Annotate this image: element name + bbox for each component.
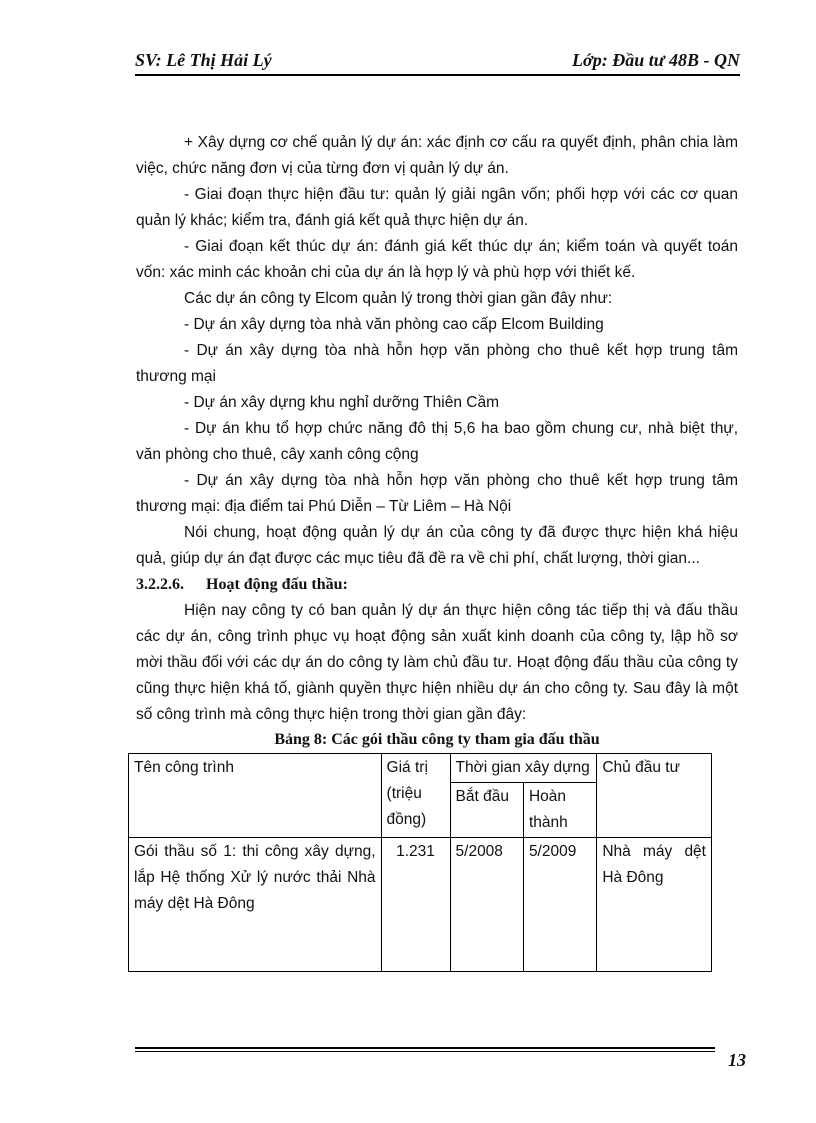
document-body — [136, 130, 738, 728]
bids-table — [128, 753, 712, 972]
cell-name: Gói thầu số 1: thi công xây dựng, lắp Hệ thống Xử lý nước thải Nhà máy dệt Hà Đông — [129, 838, 382, 972]
section-number: 3.2.2.6. — [136, 576, 184, 593]
table-row — [129, 838, 712, 972]
list-item: - Dự án xây dựng tòa nhà hỗn hợp văn phòng cho thuê kết hợp trung tâm thương mại: địa điểm tai Phú Diễn – Từ Liêm – Hà Nội — [136, 472, 738, 515]
student-name: SV: Lê Thị Hải Lý — [135, 50, 272, 70]
footer-rule — [135, 1047, 715, 1049]
class-name: Lớp: Đầu tư 48B - QN — [572, 50, 740, 70]
list-item: - Dự án xây dựng tòa nhà hỗn hợp văn phòng cho thuê kết hợp trung tâm thương mại — [136, 342, 738, 385]
cell-end: 5/2009 — [523, 838, 596, 972]
header-value: Giá trị (triệu đồng) — [381, 754, 450, 838]
cell-start: 5/2008 — [450, 838, 523, 972]
footer-rule-thin — [135, 1051, 715, 1052]
page-header — [135, 48, 740, 76]
section-heading — [136, 572, 738, 598]
paragraph: Nói chung, hoạt động quản lý dự án của công ty đã được thực hiện khá hiệu quả, giúp dự án đạt được các mục tiêu đã đề ra về chi phí, chất lượng, thời gian... — [136, 524, 738, 567]
paragraph: - Giai đoạn thực hiện đầu tư: quản lý giải ngân vốn; phối hợp với các cơ quan quản lý khác; kiểm tra, đánh giá kết quả thực hiện dự án. — [136, 186, 738, 229]
list-item: - Dự án khu tổ hợp chức năng đô thị 5,6 ha bao gồm chung cư, nhà biệt thự, văn phòng cho thuê, cây xanh công cộng — [136, 420, 738, 463]
header-name: Tên công trình — [129, 754, 382, 838]
header-owner: Chủ đầu tư — [597, 754, 712, 838]
table-header-row — [129, 754, 712, 783]
paragraph: + Xây dựng cơ chế quản lý dự án: xác định cơ cấu ra quyết định, phân chia làm việc, chức năng đơn vị của từng đơn vị quản lý dự án. — [136, 134, 738, 177]
section-title: Hoạt động đấu thầu: — [206, 576, 348, 593]
paragraph: Hiện nay công ty có ban quản lý dự án thực hiện công tác tiếp thị và đấu thầu các dự án, công trình phục vụ hoạt động sản xuất kinh doanh của công ty, lập hồ sơ mời thầu đối với các dự án do công ty làm chủ đầu tư. Hoạt động đấu thầu của công ty cũng thực hiện khá tố, giành quyền thực hiện nhiều dự án cho công ty. Sau đây là một số công trình mà công thực hiện trong thời gian gần đây: — [136, 602, 738, 723]
list-item: - Dự án xây dựng khu nghỉ dưỡng Thiên Cầm — [184, 394, 500, 411]
cell-value: 1.231 — [381, 838, 450, 972]
header-duration: Thời gian xây dựng — [450, 754, 597, 783]
page-number: 13 — [728, 1050, 746, 1070]
paragraph: Các dự án công ty Elcom quản lý trong thời gian gần đây như: — [184, 290, 613, 307]
header-end: Hoàn thành — [523, 783, 596, 838]
table-caption: Bảng 8: Các gói thầu công ty tham gia đấu thầu — [274, 731, 600, 748]
cell-owner: Nhà máy dệt Hà Đông — [597, 838, 712, 972]
header-start: Bắt đầu — [450, 783, 523, 838]
list-item: - Dự án xây dựng tòa nhà văn phòng cao cấp Elcom Building — [184, 316, 604, 333]
paragraph: - Giai đoạn kết thúc dự án: đánh giá kết thúc dự án; kiểm toán và quyết toán vốn: xác minh các khoản chi của dự án là hợp lý và phù hợp với thiết kế. — [136, 238, 738, 281]
